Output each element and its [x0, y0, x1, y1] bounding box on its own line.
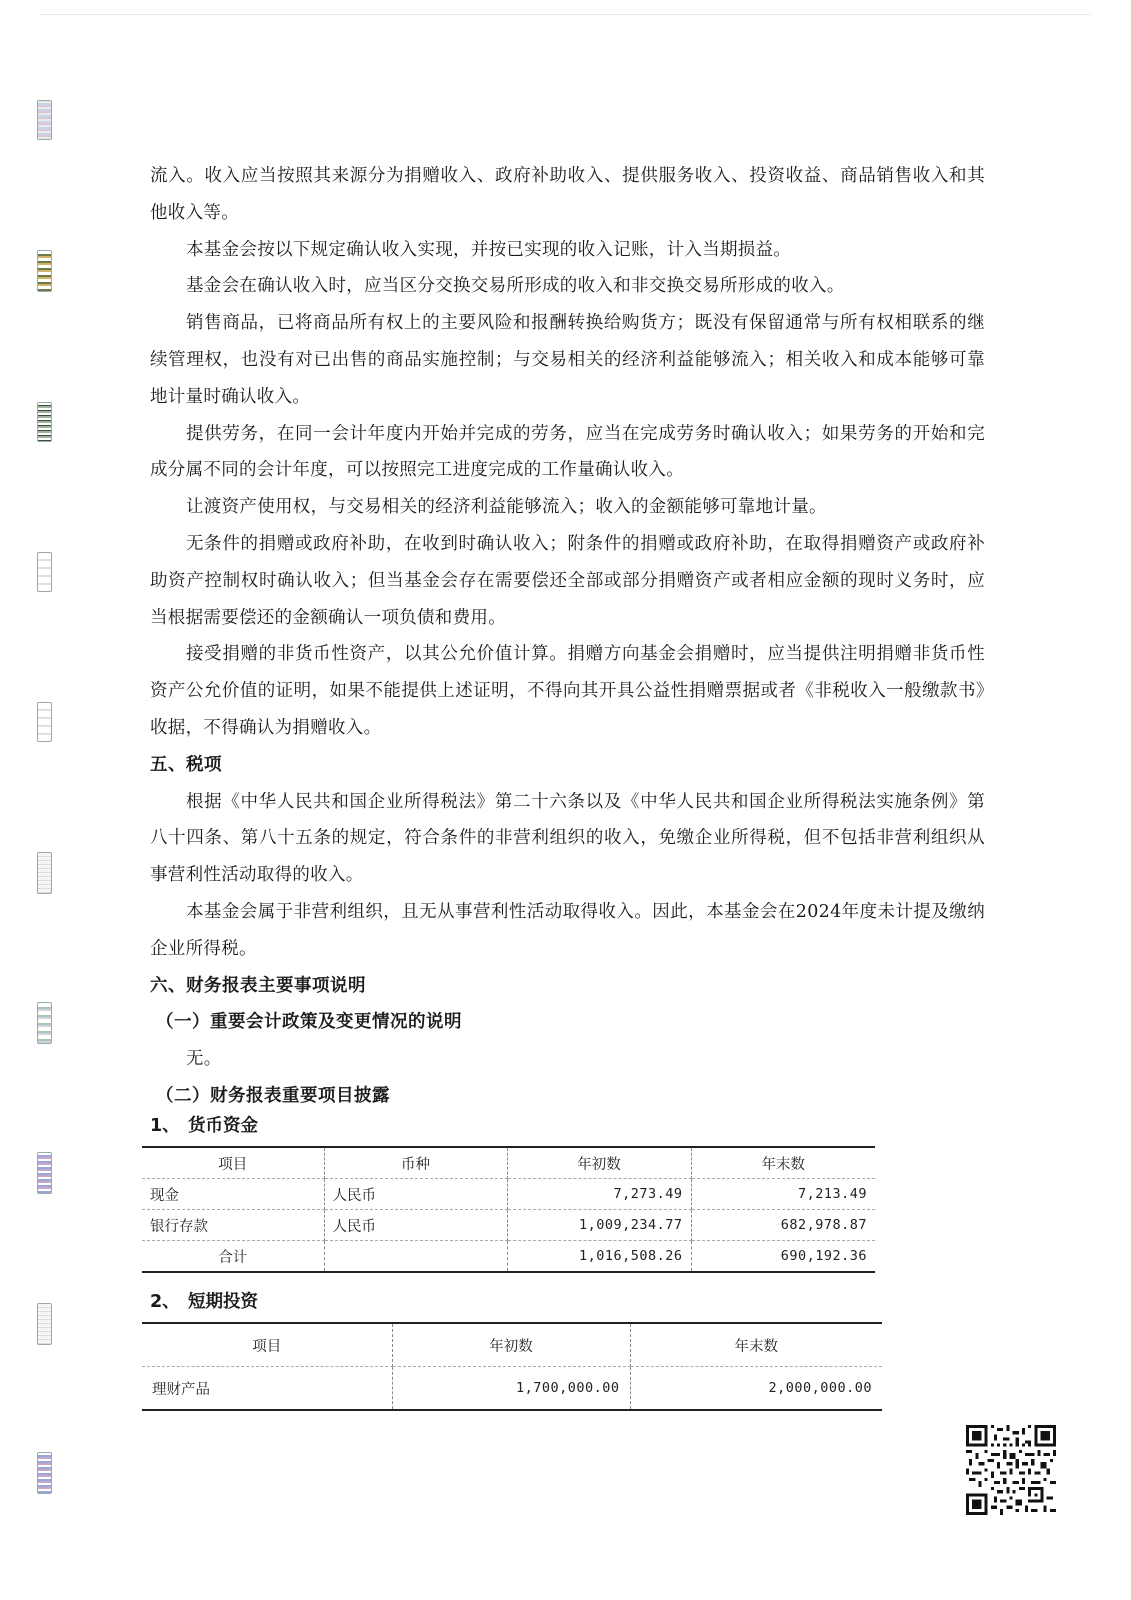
- table-header-cell: 币种: [324, 1147, 507, 1179]
- short-investment-table: [142, 1322, 882, 1411]
- table-cell: 1,016,508.26: [507, 1241, 691, 1273]
- paragraph: 接受捐赠的非货币性资产，以其公允价值计算。捐赠方向基金会捐赠时，应当提供注明捐赠非货币性资产公允价值的证明，如果不能提供上述证明，不得向其开具公益性捐赠票据或者《非税收入一般缴款书》收据，不得确认为捐赠收入。: [150, 644, 985, 738]
- paragraph: 本基金会按以下规定确认收入实现，并按已实现的收入记账，计入当期损益。: [186, 239, 792, 260]
- table-header-cell: 年初数: [507, 1147, 691, 1179]
- table-cell: 682,978.87: [691, 1210, 875, 1241]
- table-row: [142, 1179, 875, 1210]
- binding-hole-mark: [37, 1002, 52, 1044]
- table-cell: 合计: [142, 1241, 324, 1273]
- item-title: 短期投资: [188, 1292, 258, 1312]
- table-cell: 银行存款: [142, 1210, 324, 1241]
- subsection-heading: （一）重要会计政策及变更情况的说明: [156, 1012, 462, 1033]
- binding-hole-mark: [37, 100, 52, 140]
- table-header-cell: 年初数: [392, 1323, 630, 1367]
- table-header-cell: 项目: [142, 1323, 392, 1367]
- subsection-heading: （二）财务报表重要项目披露: [156, 1085, 390, 1106]
- item-index: 2、: [150, 1292, 180, 1312]
- table-cell: 1,009,234.77: [507, 1210, 691, 1241]
- item-index: 1、: [150, 1116, 180, 1136]
- qr-code-icon: [966, 1425, 1056, 1515]
- table-header-cell: 年末数: [691, 1147, 875, 1179]
- body-text: [150, 158, 985, 1115]
- paragraph: 无条件的捐赠或政府补助，在收到时确认收入；附条件的捐赠或政府补助，在取得捐赠资产或政府补助资产控制权时确认收入；但当基金会存在需要偿还全部或部分捐赠资产或者相应金额的现时义务时，应当根据需要偿还的金额确认一项负债和费用。: [150, 533, 985, 628]
- binding-hole-mark: [37, 402, 52, 442]
- paragraph: 本基金会属于非营利组织，且无从事营利性活动取得收入。因此，本基金会在2024年度未计提及缴纳企业所得税。: [150, 901, 985, 959]
- binding-hole-mark: [37, 250, 52, 292]
- paragraph: 销售商品，已将商品所有权上的主要风险和报酬转换给购货方；既没有保留通常与所有权相联系的继续管理权，也没有对已出售的商品实施控制；与交易相关的经济利益能够流入；相关收入和成本能够可靠地计量时确认收入。: [150, 313, 985, 407]
- paragraph: 无。: [186, 1049, 222, 1070]
- table-row: [142, 1367, 882, 1411]
- paragraph: 流入。收入应当按照其来源分为捐赠收入、政府补助收入、提供服务收入、投资收益、商品销售收入和其他收入等。: [150, 166, 985, 223]
- scan-edge-line: [40, 14, 1091, 15]
- table-header-cell: 项目: [142, 1147, 324, 1179]
- item-heading-short-investment: [150, 1288, 258, 1313]
- paragraph: 让渡资产使用权，与交易相关的经济利益能够流入；收入的金额能够可靠地计量。: [186, 497, 827, 518]
- item-title: 货币资金: [188, 1116, 258, 1136]
- paragraph: 基金会在确认收入时，应当区分交换交易所形成的收入和非交换交易所形成的收入。: [186, 276, 845, 297]
- section-heading: 五、税项: [150, 754, 222, 775]
- table-cell: 理财产品: [142, 1367, 392, 1411]
- table-cell: 人民币: [324, 1179, 507, 1210]
- table-cell: [324, 1241, 507, 1273]
- table-header-cell: 年末数: [630, 1323, 882, 1367]
- item-heading-cash: [150, 1112, 258, 1137]
- cash-table: [142, 1146, 875, 1273]
- binding-hole-mark: [37, 1452, 52, 1494]
- table-cell: 2,000,000.00: [768, 1380, 872, 1396]
- table-cell: 7,213.49: [691, 1179, 875, 1210]
- table-cell: 人民币: [324, 1210, 507, 1241]
- table-cell: 690,192.36: [780, 1248, 867, 1264]
- table-cell: 现金: [142, 1179, 324, 1210]
- table-row: [142, 1210, 875, 1241]
- binding-hole-mark: [37, 1152, 52, 1194]
- binding-hole-mark: [37, 852, 52, 894]
- section-heading: 六、财务报表主要事项说明: [150, 975, 366, 996]
- table-cell: 7,273.49: [507, 1179, 691, 1210]
- paragraph: 提供劳务，在同一会计年度内开始并完成的劳务，应当在完成劳务时确认收入；如果劳务的开始和完成分属不同的会计年度，可以按照完工进度完成的工作量确认收入。: [150, 423, 985, 481]
- binding-hole-mark: [37, 1303, 52, 1345]
- table-header-row: [142, 1323, 882, 1367]
- table-total-row: [142, 1241, 875, 1273]
- binding-hole-mark: [37, 702, 52, 742]
- table-header-row: [142, 1147, 875, 1179]
- table-cell: 1,700,000.00: [392, 1367, 630, 1411]
- binding-hole-mark: [37, 552, 52, 592]
- paragraph: 根据《中华人民共和国企业所得税法》第二十六条以及《中华人民共和国企业所得税法实施条例》第八十四条、第八十五条的规定，符合条件的非营利组织的收入，免缴企业所得税，但不包括非营利组织从事营利性活动取得的收入。: [150, 791, 985, 886]
